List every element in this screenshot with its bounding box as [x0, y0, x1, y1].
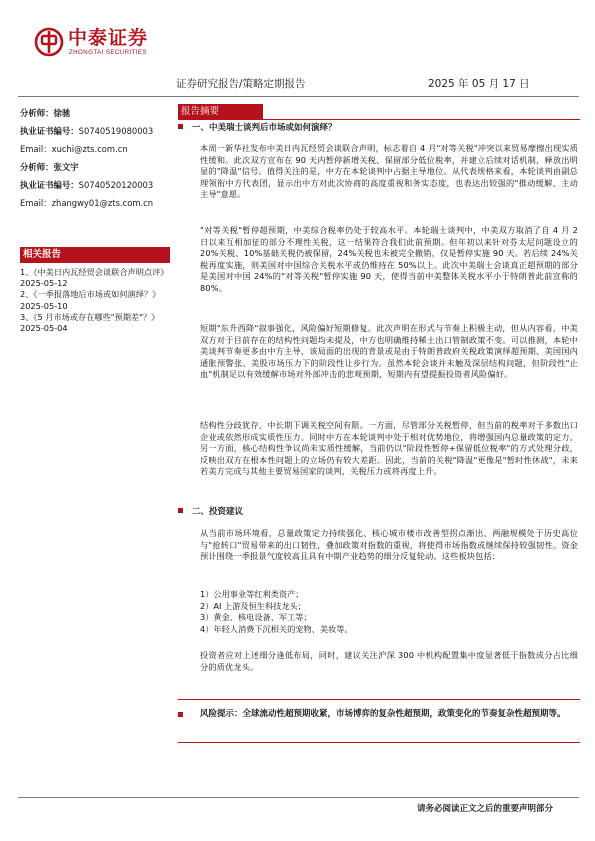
- header-divider: [18, 96, 579, 97]
- sector-list: [200, 589, 578, 635]
- abstract-tag: 报告摘要: [178, 104, 263, 119]
- analyst1-cert-value: S0740519080003: [78, 126, 154, 136]
- square-bullet-icon: [178, 712, 183, 717]
- square-bullet-icon: [178, 124, 183, 129]
- list-item: 2）AI 上游及恒生科技龙头；: [200, 600, 306, 611]
- analyst1-cert-label: 执业证书编号：: [20, 126, 79, 136]
- risk-warning: 风险提示：全球流动性超预期收紧，市场博弈的复杂性超预期，政策变化的节奏复杂性超预期等。: [200, 709, 566, 719]
- related-report-item[interactable]: 1、《中美日内瓦经贸会谈联合声明点评》2025-05-12: [20, 267, 169, 289]
- paragraph-3: 短期"东升西降"叙事强化，风险偏好短期修复。此次声明在形式与节奏上积极主动，但从内容看，中美双方对于目前存在的结构性问题均未提及，中方也明确维持稀土出口管制政策不变。可以推测，本轮中美谈判节奏更多由中方主导，该局面的出现的背景或是由于特朗普政府关税政策演绎超预期、美国国内通胀预警张、美股市场压力下的阶段性让步行为。虽然本轮会谈并未触及深层结构问题，但阶段性"止血"机制足以有效缓解市场对外部冲击的悲观预期，短期内有望提振投资者风险偏好。: [200, 323, 578, 380]
- analyst1-email[interactable]: Email：xuchi@zts.com.cn: [20, 144, 128, 154]
- list-item: 4）年轻人消费下沉相关的宠物、美妆等。: [200, 623, 353, 634]
- report-date: 2025 年 05 月 17 日: [428, 78, 530, 90]
- related-reports-title: 相关报告: [20, 247, 170, 263]
- risk-divider-bottom: [178, 742, 580, 743]
- logo-chinese-text: 中泰证券: [68, 27, 149, 49]
- section2-heading: [178, 506, 243, 518]
- paragraph-1: 本周一新华社发布中美日内瓦经贸会谈联合声明，标志着自 4 月"对等关税"冲突以来贸易摩擦出现实质性缓和。此次双方宣布在 90 天内暂停新增关税、保留部分低位税率，并建立后续对话机制，释放出明显的"降温"信号。值得关注的是，中方在本轮谈判中占据主导地位。从代表规格来看，本轮谈判由副总理领衔中方代表团，显示出中方对此次协商的高度重视和务实态度，也表达出较强的"推动缓解、主动主导"意愿。: [200, 143, 578, 200]
- company-logo: [34, 27, 174, 59]
- section1-title: 一、中美瑞士谈判后市场或如何演绎？: [192, 123, 337, 133]
- paragraph-5: 从当前市场环境看，总量政策定力持续强化、核心城市楼市改善型拐点渐出、两融规模处于历史高位与"抢转口"贸易带来的出口韧性，叠加政策对指数的重视，将使得市场指数或继续保持较强韧性。资金预计围绕一季报景气度较高且具有中期产业趋势的细分反复轮动。这些板块包括：: [200, 528, 578, 562]
- report-type: 证券研究报告/策略定期报告: [176, 78, 306, 90]
- zhongtai-logo-icon: [34, 27, 64, 57]
- section2-title: 二、投资建议: [192, 507, 244, 517]
- related-report-item[interactable]: 3、《5 月市场或存在哪些"预期差"？》2025-05-04: [20, 311, 160, 334]
- paragraph-4: 结构性分歧犹存，中长期下调关税空间有限。一方面，尽管部分关税暂停，但当前的税率对于多数出口企业或依然形成实质性压力。同时中方在本轮谈判中处于相对优势地位，将增强国内总量政策的定力。另一方面，核心结构性争议尚未实质性缓解，当前仍以"阶段性暂停+保留低位税率"的方式处理分歧，反映出双方在根本性问题上的立场仍有较大差距。因此，当前的关税"降温"更像是"暂时性休战"，未来若美方完成与其他主要贸易国家的谈判，关税压力或将再度上升。: [200, 420, 578, 477]
- analyst2-label: 分析师：: [20, 162, 54, 172]
- footer-disclaimer: 请务必阅读正文之后的重要声明部分: [416, 804, 553, 814]
- abstract-divider: [178, 119, 580, 120]
- list-item: 3）黄金、核电设备、军工等；: [200, 612, 312, 623]
- analyst2-name: 张文宇: [53, 162, 79, 172]
- analyst1: [20, 108, 70, 119]
- paragraph-6: 投资者应对上述细分逢低布局，同时，建议关注沪深 300 中机构配置集中度显著低于指数成分占比细分的质优龙头。: [200, 650, 578, 672]
- section1-heading: [178, 122, 337, 134]
- related-reports-list: [20, 267, 170, 334]
- risk-bullet: [178, 710, 192, 722]
- analyst1-label: 分析师：: [20, 108, 54, 118]
- analyst2-cert: [20, 180, 153, 191]
- logo-english-text: ZHONGTAI SECURITIES: [69, 49, 147, 56]
- related-report-item[interactable]: 2、《一季报落地后市场或如何演绎？》2025-05-10: [20, 289, 161, 311]
- analyst2-email[interactable]: Email：zhangwy01@zts.com.cn: [20, 198, 154, 208]
- risk-divider-top: [178, 699, 580, 700]
- analyst1-cert: [20, 126, 153, 137]
- analyst2-cert-value: S0740520120003: [78, 180, 154, 190]
- analyst2: [20, 162, 79, 173]
- square-bullet-icon: [178, 508, 183, 513]
- analyst1-name: 徐驰: [53, 108, 71, 118]
- analyst2-cert-label: 执业证书编号：: [20, 180, 79, 190]
- paragraph-2: "对等关税"暂停超预期，中美综合税率仍处于较高水平。本轮瑞士谈判中，中美双方取消了自 4 月 2 日以来互相加征的部分不理性关税，这一结果符合我们此前预期。但年初以来针对芬太尼问题设立的 20%关税、10%基础关税仍被保留，24%关税也未被完全撤销，仅是暂停实施 90 天。若后续 24%关税再度实施，则美国对中国综合关税水平或仍维持在 50%以上。此次中美瑞士会谈真正超预期的部分是美国对中国 24%的"对等关税"暂停实施 90 天，使得当前中美整体关税水平小于特朗普此前宣称的 80%。: [200, 225, 578, 293]
- footer-divider: [18, 797, 579, 798]
- list-item: 1）公用事业等红利类资产；: [200, 589, 304, 599]
